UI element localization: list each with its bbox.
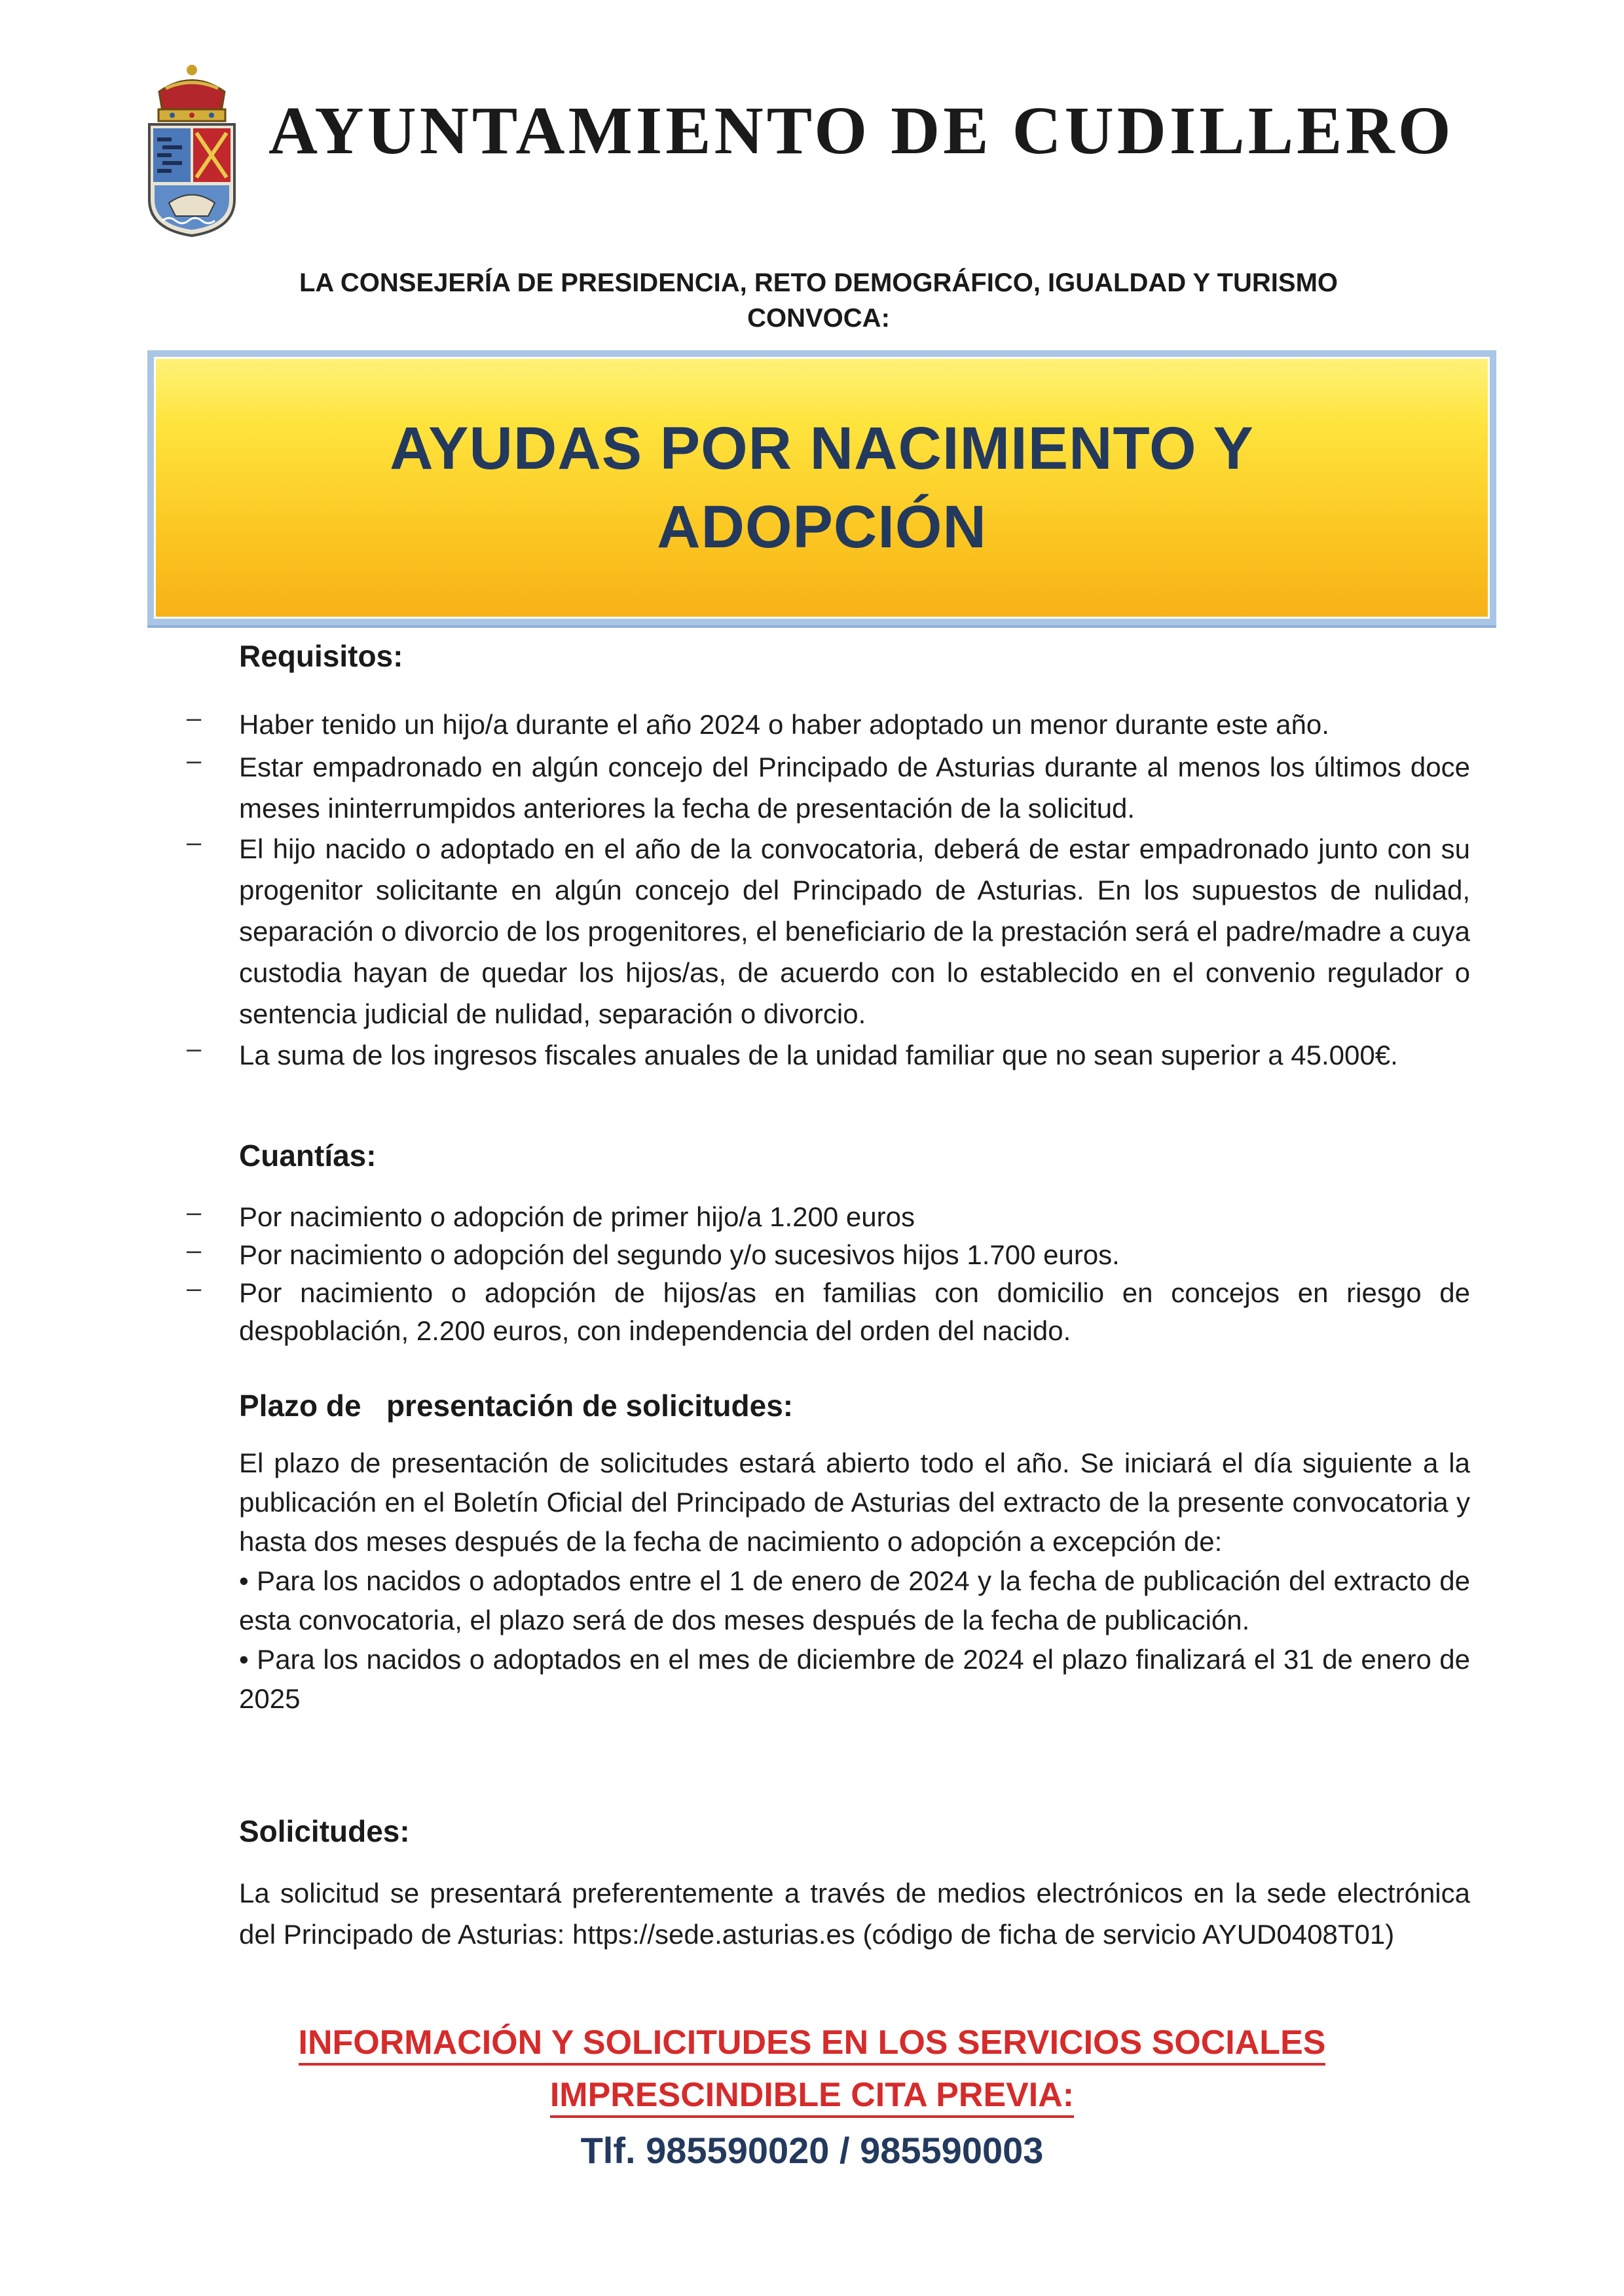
list-dash: –	[187, 746, 202, 775]
announcing-body-line1: LA CONSEJERÍA DE PRESIDENCIA, RETO DEMOGRÁFICO, IGUALDAD Y TURISMO	[299, 268, 1338, 297]
title-banner	[147, 350, 1496, 625]
plazo-body	[239, 1444, 1470, 1719]
coat-of-arms-icon	[143, 62, 241, 239]
contact-footer	[0, 2016, 1624, 2180]
plazo-bullet-2: • Para los nacidos o adoptados en el mes de diciembre de 2024 el plazo finalizará el 31 de enero de 2025	[239, 1644, 1470, 1714]
phone-numbers: Tlf. 985590020 / 985590003	[580, 2130, 1044, 2171]
plazo-bullet-1: • Para los nacidos o adoptados entre el 1 de enero de 2024 y la fecha de publicación del extracto de esta convocatoria, el plazo será de dos meses después de la fecha de publicación.	[239, 1565, 1470, 1635]
banner-title-line2: ADOPCIÓN	[657, 494, 987, 560]
cuantias-heading: Cuantías:	[239, 1139, 377, 1173]
plazo-heading: Plazo de presentación de solicitudes:	[239, 1389, 794, 1423]
services-info-text: INFORMACIÓN Y SOLICITUDES EN LOS SERVICIOS SOCIALES	[299, 2024, 1326, 2066]
appointment-line	[0, 2069, 1624, 2121]
announcing-body	[131, 265, 1506, 336]
solicitudes-text: La solicitud se presentará preferentemente a través de medios electrónicos en la sede electrónica del Principado de Asturias: https://sede.asturias.es (código de ficha de servicio AYUD0408T01)	[239, 1878, 1470, 1950]
solicitudes-heading: Solicitudes:	[239, 1814, 410, 1848]
requisito-item-4-text: La suma de los ingresos fiscales anuales de la unidad familiar que no sean superior a 45.000€.	[239, 1040, 1398, 1070]
plazo-intro: El plazo de presentación de solicitudes estará abierto todo el año. Se iniciará el día siguiente a la publicación en el Boletín Oficial del Principado de Asturias del extracto de la presente convocatoria y hasta dos meses después de la fecha de nacimiento o adopción a excepción de:	[239, 1448, 1470, 1557]
list-dash: –	[187, 1198, 202, 1227]
list-dash: –	[187, 1034, 202, 1063]
cuantia-item-2-text: Por nacimiento o adopción del segundo y/o sucesivos hijos 1.700 euros.	[239, 1239, 1120, 1270]
list-dash: –	[187, 1236, 202, 1265]
list-dash: –	[187, 1274, 202, 1303]
announcing-body-line2: CONVOCA:	[747, 304, 890, 333]
requisito-item-3-text: El hijo nacido o adoptado en el año de la convocatoria, deberá de estar empadronado junto con su progenitor solicitante en algún concejo del Principado de Asturias. En los supuestos de nulidad, separación o divorcio de los progenitores, el beneficiario de la prestación será el padre/madre a cuya custodia hayan de quedar los hijos/as, de acuerdo con lo establecido en el convenio regulador o sentencia judicial de nulidad, separación o divorcio.	[239, 833, 1470, 1029]
banner-title	[154, 409, 1490, 566]
cuantia-item-1-text: Por nacimiento o adopción de primer hijo/a 1.200 euros	[239, 1201, 915, 1232]
document-header	[0, 0, 1624, 275]
town-hall-title: AYUNTAMIENTO DE CUDILLERO	[268, 93, 1454, 168]
cuantia-item-3-text: Por nacimiento o adopción de hijos/as en familias con domicilio en concejos en riesgo de despoblación, 2.200 euros, con independencia del orden del nacido.	[239, 1277, 1470, 1346]
appointment-text: IMPRESCINDIBLE CITA PREVIA:	[550, 2076, 1074, 2118]
requisito-item-2-text: Estar empadronado en algún concejo del Principado de Asturias durante al menos los últimos doce meses ininterrumpidos anteriores la fecha de presentación de la solicitud.	[239, 752, 1470, 824]
list-dash: –	[187, 704, 202, 733]
banner-title-line1: AYUDAS POR NACIMIENTO Y	[390, 415, 1254, 482]
services-info-line	[0, 2016, 1624, 2069]
requisito-item-1-text: Haber tenido un hijo/a durante el año 2024 o haber adoptado un menor durante este año.	[239, 709, 1329, 740]
list-dash: –	[187, 828, 202, 857]
requisitos-heading: Requisitos:	[239, 639, 403, 673]
